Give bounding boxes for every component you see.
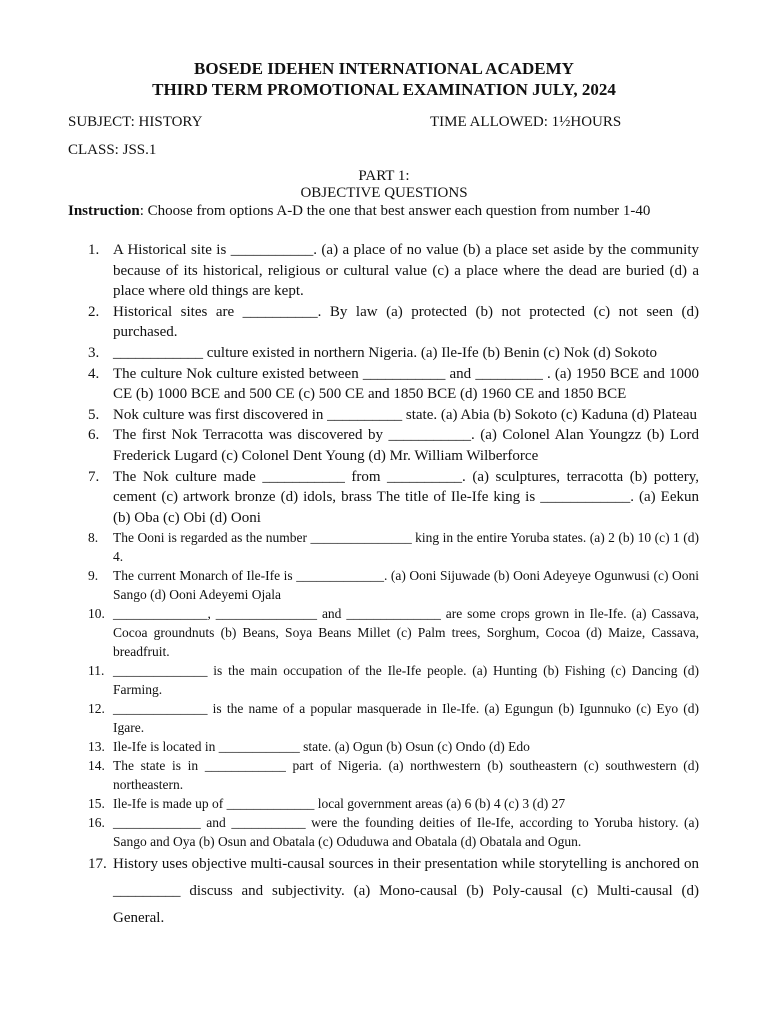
question-text: ____________ culture existed in northern Nigeria. (a) Ile-Ife (b) Benin (c) Nok (d) Sokoto [113, 344, 658, 361]
question-item [68, 240, 699, 302]
question-text: The state is in ____________ part of Nigeria. (a) northwestern (b) southeastern (c) southwestern (d) northeastern. [113, 758, 699, 793]
question-item [68, 737, 699, 756]
question-number: 3. [88, 344, 100, 361]
question-item [68, 851, 699, 932]
exam-title: THIRD TERM PROMOTIONAL EXAMINATION JULY, 2024 [152, 80, 616, 99]
question-item [68, 302, 699, 343]
question-list [68, 240, 699, 932]
question-text: ______________ is the main occupation of the Ile-Ife people. (a) Hunting (b) Fishing (c) Dancing (d) Farming. [113, 663, 699, 698]
class-label: CLASS: JSS.1 [68, 142, 157, 158]
question-text: The current Monarch of Ile-Ife is _____________. (a) Ooni Sijuwade (b) Ooni Adeyeye Ogunwusi (c) Ooni Sango (d) Ooni Adeyemi Ojala [113, 568, 699, 603]
instruction-label: Instruction [68, 203, 140, 219]
question-item [68, 364, 699, 405]
question-item [68, 467, 699, 529]
question-text: The Ooni is regarded as the number _______________ king in the entire Yoruba states. (a) 2 (b) 10 (c) 1 (d) 4. [113, 530, 699, 565]
question-item [68, 405, 699, 426]
question-number: 9. [88, 568, 99, 584]
question-text: The culture Nok culture existed between ___________ and _________ . (a) 1950 BCE and 1000 CE (b) 1000 BCE and 500 CE (c) 500 CE and 1850 BCE (d) 1960 CE and 1850 BCE [113, 365, 699, 403]
question-number: 1. [88, 242, 100, 258]
question-text: ______________, _______________ and ______________ are some crops grown in Ile-Ife. (a) Cassava, Cocoa groundnuts (b) Beans, Soya Beans Millet (c) Palm trees, Sorghum, Cocoa (d) Maize, Cassava, breadfruit. [113, 606, 699, 660]
subject-label: SUBJECT: HISTORY [68, 114, 203, 130]
question-item [68, 566, 699, 604]
question-text: Nok culture was first discovered in __________ state. (a) Abia (b) Sokoto (c) Kaduna (d) Plateau [113, 406, 698, 423]
instruction [68, 203, 650, 220]
time-allowed: TIME ALLOWED: 1½HOURS [430, 114, 622, 130]
question-item [68, 661, 699, 699]
question-item [68, 425, 699, 466]
question-text: The first Nok Terracotta was discovered by ___________. (a) Colonel Alan Youngzz (b) Lord Frederick Lugard (c) Colonel Dent Young (d) Mr. William Wilberforce [113, 427, 699, 464]
question-number: 16. [88, 815, 105, 831]
question-text: Ile-Ife is made up of _____________ local government areas (a) 6 (b) 4 (c) 3 (d) 27 [113, 796, 566, 812]
question-text: Ile-Ife is located in ____________ state. (a) Ogun (b) Osun (c) Ondo (d) Edo [113, 739, 530, 755]
question-text: A Historical site is ___________. (a) a place of no value (b) a place set aside by the community because of its historical, religious or cultural value (c) a place where the dead are buried (d) a place where old things are kept. [113, 242, 699, 300]
question-number: 2. [88, 303, 100, 320]
question-text: History uses objective multi-causal sources in their presentation while storytelling is anchored on _________ discuss and subjectivity. (a) Mono-causal (b) Poly-causal (c) Multi-causal (d) General. [113, 856, 699, 927]
question-text: Historical sites are __________. By law (a) protected (b) not protected (c) not seen (d) purchased. [113, 303, 699, 341]
question-item [68, 699, 699, 737]
question-item [68, 756, 699, 794]
question-text: ______________ is the name of a popular masquerade in Ile-Ife. (a) Egungun (b) Igunnuko (c) Eyo (d) Igare. [113, 701, 699, 736]
question-number: 11. [88, 663, 105, 679]
question-number: 13. [88, 739, 105, 755]
question-number: 17. [88, 856, 107, 873]
question-text: The Nok culture made ___________ from __________. (a) sculptures, terracotta (b) pottery, cement (c) artwork bronze (d) idols, brass The title of Ile-Ife king is ____________. (a) Eekun (b) Oba (c) Obi (d) Ooni [113, 468, 699, 526]
question-item [68, 794, 699, 813]
part-label: PART 1: [358, 168, 410, 184]
question-item [68, 813, 699, 851]
question-number: 6. [88, 427, 100, 444]
question-number: 15. [88, 796, 105, 812]
question-text: _____________ and ___________ were the founding deities of Ile-Ife, according to Yoruba history. (a) Sango and Oya (b) Osun and Obatala (c) Oduduwa and Obatala (d) Obatala and Ogun. [113, 815, 699, 850]
question-item [68, 528, 699, 566]
question-number: 12. [88, 701, 105, 717]
section-type: OBJECTIVE QUESTIONS [300, 185, 468, 201]
question-number: 7. [88, 468, 100, 485]
instruction-text: : Choose from options A-D the one that best answer each question from number 1-40 [139, 203, 651, 219]
question-item [68, 604, 699, 661]
question-number: 5. [88, 406, 100, 423]
question-item [68, 343, 699, 364]
question-number: 10. [88, 606, 105, 622]
question-number: 4. [88, 365, 100, 382]
school-name: BOSEDE IDEHEN INTERNATIONAL ACADEMY [194, 59, 574, 78]
question-number: 8. [88, 530, 99, 546]
question-number: 14. [88, 758, 105, 774]
